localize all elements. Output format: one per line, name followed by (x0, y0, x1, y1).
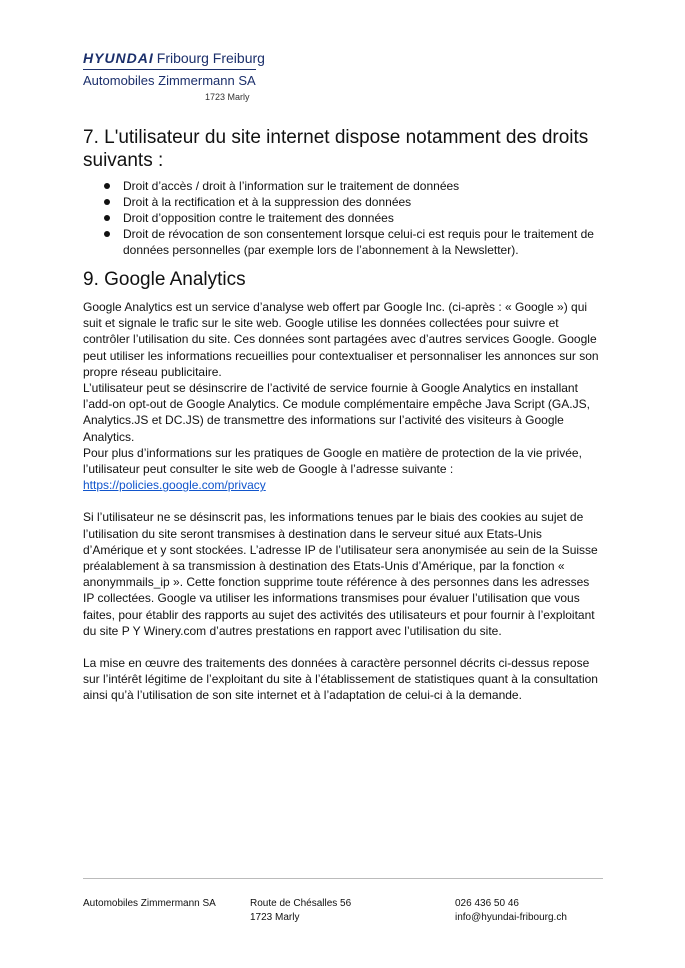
paragraph-google-analytics-intro: Google Analytics est un service d’analyse web offert par Google Inc. (ci-après : « Google ») qui suit et signale le trafic sur le site web. Google utilise les données collectées pour suivre et contrôler l’utilisation du site. Ces données sont partagées avec d’autres services Google. Google peut utiliser les informations recueillies pour contextualiser et personnaliser les annonces sur son propre réseau publicitaire. (83, 300, 599, 379)
footer-address (250, 897, 351, 925)
footer-street: Route de Chésalles 56 (250, 898, 352, 909)
paragraph-legitimate-interest: La mise en œuvre des traitements des données à caractère personnel décrits ci-dessus repose sur l’intérêt légitime de l’exploitant du site à l’établissement de statistiques quant à la consultation ainsi qu’à l’utilisation de son site internet et à l’adaptation de celui-ci à la demande. (83, 656, 598, 703)
logo-brand-line (83, 50, 283, 66)
logo-company-line (83, 69, 283, 90)
logo-city: Fribourg Freiburg (156, 50, 265, 66)
logo-brand: HYUNDAI (83, 50, 154, 66)
footer-company: Automobiles Zimmermann SA (83, 898, 216, 909)
footer-contact (455, 897, 567, 925)
list-item: Droit d’opposition contre le traitement des données (83, 210, 603, 226)
logo-company: Automobiles Zimmermann SA (83, 69, 256, 90)
footer-divider (83, 878, 603, 879)
paragraph-opt-out: L’utilisateur peut se désinscrire de l’activité de service fournie à Google Analytics en installant l’add-on opt-out de Google Analytics. Ce module complémentaire empêche Java Script (GA.JS, Analytics.JS et DC.JS) de transmettre des informations sur l’activité des visiteurs à Google Analytics. (83, 381, 590, 444)
google-privacy-link[interactable]: https://policies.google.com/privacy (83, 478, 266, 493)
footer-city: 1723 Marly (250, 912, 300, 923)
list-item: Droit de révocation de son consentement lorsque celui-ci est requis pour le traitement de données personnelles (par exemple lors de l’abonnement à la Newsletter). (83, 226, 603, 258)
rights-list (83, 178, 603, 258)
company-logo (83, 50, 283, 103)
paragraph-ip-anonymization: Si l’utilisateur ne se désinscrit pas, les informations tenues par le biais des cookies au sujet de l’utilisation du site seront transmises à destination dans le serveur situé aux Etats-Unis d’Amérique et y sont stockées. L’adresse IP de l’utilisateur sera anonymisée au sein de la Suisse préalablement à sa transmission à destination des Etats-Unis d’Amérique, par la fonction « anonymmails_ip ». Cette fonction supprime toute référence à des personnes dans les adresses IP collectées. Google va utiliser les informations transmises pour évaluer l’utilisation que vous faites, pour établir des rapports au sujet des activités des utilisateurs et pour fournir à l’exploitant du site P Y Winery.com d’autres prestations en rapport avec l’utilisation du site. (83, 510, 598, 638)
logo-location: 1723 Marly (205, 92, 250, 102)
privacy-info-text: Pour plus d’informations sur les pratiques de Google en matière de protection de la vie privée, l’utilisateur peut consulter le site web de Google à l’adresse suivante : (83, 445, 582, 477)
list-item: Droit d’accès / droit à l’information sur le traitement de données (83, 178, 603, 194)
footer-email: info@hyundai-fribourg.ch (455, 912, 567, 923)
section-9-heading: 9. Google Analytics (83, 269, 246, 290)
footer-phone: 026 436 50 46 (455, 898, 519, 909)
list-item: Droit à la rectification et à la suppression des données (83, 194, 603, 210)
document-body (83, 126, 603, 704)
section-7-heading: 7. L'utilisateur du site internet dispose notamment des droits suivants : (83, 127, 589, 171)
paragraph-privacy-info (83, 445, 603, 494)
